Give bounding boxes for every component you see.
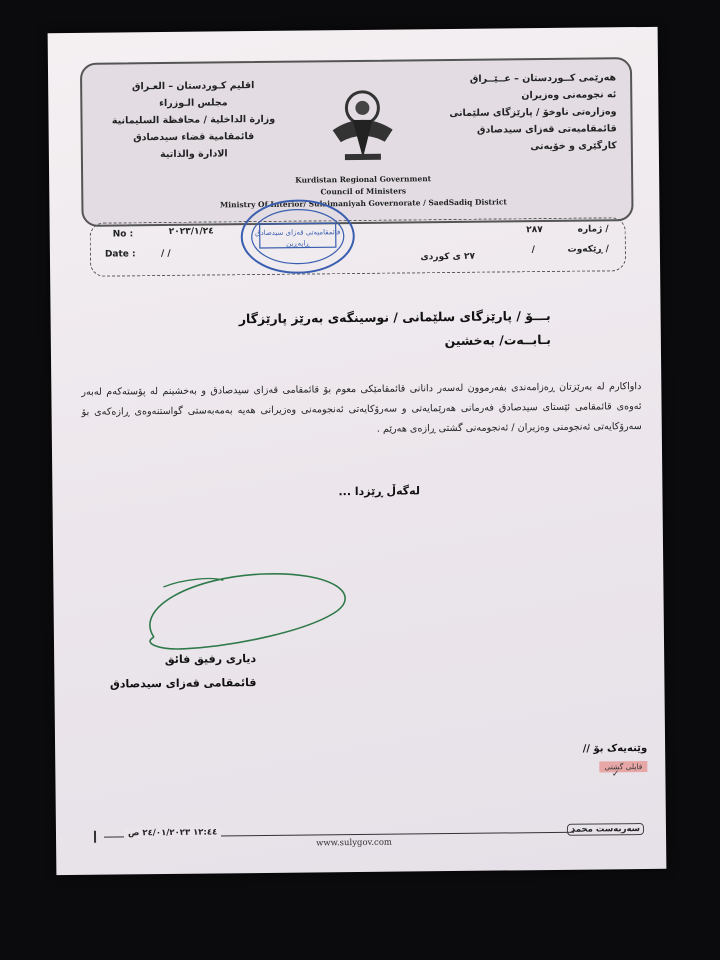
date-slashes: / / (160, 248, 171, 260)
official-stamp-icon (237, 195, 358, 278)
kurdish-date: ٢٧ ی کوردی (420, 251, 476, 263)
letterhead-line: وەزارەتی ناوخۆ / پارێزگای سلێمانی (449, 106, 617, 120)
letter-body: داواکارم لە بەرێزتان ڕەزامەندی بفەرموون لەسەر دانانی قائمقامێکی معوم بۆ قائمقامی قەزای سیدصادق و بەخشینم لە پۆستەکەم لەبەر ئەوەی قائمقامی ئێستای سیدصادق فەرمانی هەرێمایەتی و سەرۆکایەتی ئەنجومەنی وەزیرانی هەیە بەمەبەستی گواستنەوەی ڕازەکەی بۆ سەرۆکایەتی ئەنجومنی وەزیران / ئەنجومەنی گشتی ڕازەی هەرێم . (81, 381, 642, 435)
letterhead-arabic (108, 77, 279, 164)
letterhead-kurdish (416, 69, 617, 156)
letterhead-line: اقليم كـوردستان – العـراق (131, 80, 255, 93)
signer-name: دیاری رفیق فائق (164, 652, 257, 667)
no-value: ٢٠٢٣/١/٢٤ (168, 226, 214, 237)
letterhead-line: ئە نجومەنی وەزیران (521, 89, 617, 102)
footer-timestamp: ١٢:٤٤ ٢٤/٠١/٢٠٢٣ ص (124, 827, 221, 838)
closing-greeting: لەگەڵ ڕێزدا ... (338, 484, 420, 499)
signer-block (109, 647, 257, 696)
krg-emblem-icon (322, 80, 403, 171)
copy-to-item: فایلی گشتی (599, 761, 647, 773)
document-page (48, 27, 667, 875)
signature-icon (133, 565, 364, 657)
letterhead-line: قائمقامية قضاء سيدصادق (133, 131, 255, 144)
letterhead-line: Kurdistan Regional Government (295, 174, 432, 185)
footer-author: سەربەست محمد (567, 823, 644, 836)
letterhead-line: کارگێری و خۆیەتی (530, 140, 617, 153)
number-value: ٢٨٧ (526, 225, 543, 236)
subject-line: بـابــەت/ بەخشین (444, 331, 551, 349)
letterhead-line: هەرێمی کــوردستان – عــێــراق (469, 72, 617, 85)
stamp-top-text: قائمقامیەتی قەزای سیدصادق (255, 228, 341, 238)
checkmark-icon: ✓ (611, 769, 620, 780)
stamp-bottom-text: ڕاپەڕین (286, 239, 310, 248)
letterhead-line: الادارة والذاتية (160, 148, 228, 161)
letterhead-line: وزارة الداخلية / محافظة السليمانية (111, 113, 276, 127)
copy-to-title: وێنەیەک بۆ // (582, 742, 648, 755)
letterhead-line: Council of Ministers (320, 186, 407, 197)
recipient-block (239, 304, 551, 355)
date-slash: / (531, 245, 535, 256)
date-label: Date : (104, 249, 136, 260)
signer-title: قائمقامی قەزای سیدصادق (109, 676, 257, 691)
letterhead-line: Ministry Of Interior/ Sulaimaniyah Governorate / SaedSadiq District (219, 197, 507, 210)
footer-tick (94, 831, 96, 843)
letterhead-line: قائمقامیەتی قەزای سیدصادق (476, 123, 617, 136)
letterhead-line: مجلس الـوزراء (159, 97, 228, 110)
number-label: ژمارە / (577, 224, 609, 235)
recipient-line: بـــۆ / پارێزگای سلێمانی / نوسینگەی بەرێز پارێزگار (238, 307, 551, 327)
footer-website: www.sulygov.com (316, 837, 393, 849)
date-label-ku: ڕێکەوت / (567, 244, 609, 255)
no-label: No : (112, 229, 134, 240)
